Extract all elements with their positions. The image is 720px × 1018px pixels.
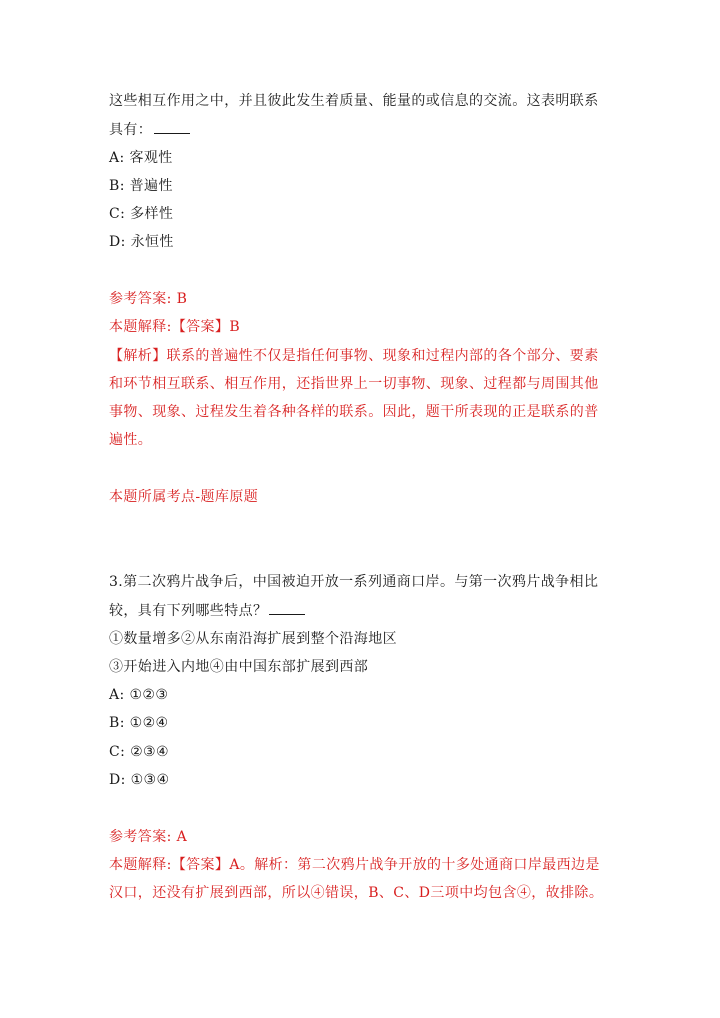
q2-stem-line-1: 这些相互作用之中，并且彼此发生着质量、能量的或信息的交流。这表明联系 <box>109 93 599 109</box>
q2-option-d: D: 永恒性 <box>109 234 174 250</box>
q2-stem-text: 具有： <box>109 122 153 138</box>
q2-answer: 参考答案: B <box>109 291 188 307</box>
q3-items-line-1: ①数量增多②从东南沿海扩展到整个沿海地区 <box>109 631 397 647</box>
q3-option-b: B: ①②④ <box>109 715 169 731</box>
q3-stem-line-2 <box>109 600 619 621</box>
q2-option-c: C: 多样性 <box>109 206 174 222</box>
answer-blank <box>269 600 305 615</box>
q3-answer: 参考答案: A <box>109 829 188 845</box>
q2-analysis-line-3: 事物、现象、过程发生着各种各样的联系。因此，题干所表现的正是联系的普 <box>109 404 599 420</box>
answer-blank <box>154 119 190 134</box>
q3-option-a: A: ①②③ <box>109 687 169 703</box>
q3-option-c: C: ②③④ <box>109 744 169 760</box>
q3-stem-line-1: 3.第二次鸦片战争后，中国被迫开放一系列通商口岸。与第一次鸦片战争相比 <box>109 574 599 590</box>
q3-option-d: D: ①③④ <box>109 772 170 788</box>
q2-source: 本题所属考点-题库原题 <box>109 489 259 505</box>
q3-explain-line-1: 本题解释:【答案】A。解析：第二次鸦片战争开放的十多处通商口岸最西边是 <box>109 857 600 873</box>
q2-analysis-line-4: 遍性。 <box>109 432 153 448</box>
q2-option-b: B: 普遍性 <box>109 178 173 194</box>
q2-stem-line-2 <box>109 119 619 140</box>
q2-option-a: A: 客观性 <box>109 150 173 166</box>
q3-items-line-2: ③开始进入内地④由中国东部扩展到西部 <box>109 659 369 675</box>
q2-analysis-line-1: 【解析】联系的普遍性不仅是指任何事物、现象和过程内部的各个部分、要素 <box>109 348 599 364</box>
q3-explain-line-2: 汉口，还没有扩展到西部，所以④错误，B、C、D三项中均包含④，故排除。 <box>109 885 604 901</box>
q2-explain-head: 本题解释:【答案】B <box>109 319 241 335</box>
q3-stem-text: 较，具有下列哪些特点？ <box>109 603 268 619</box>
q2-analysis-line-2: 和环节相互联系、相互作用，还指世界上一切事物、现象、过程都与周围其他 <box>109 376 599 392</box>
